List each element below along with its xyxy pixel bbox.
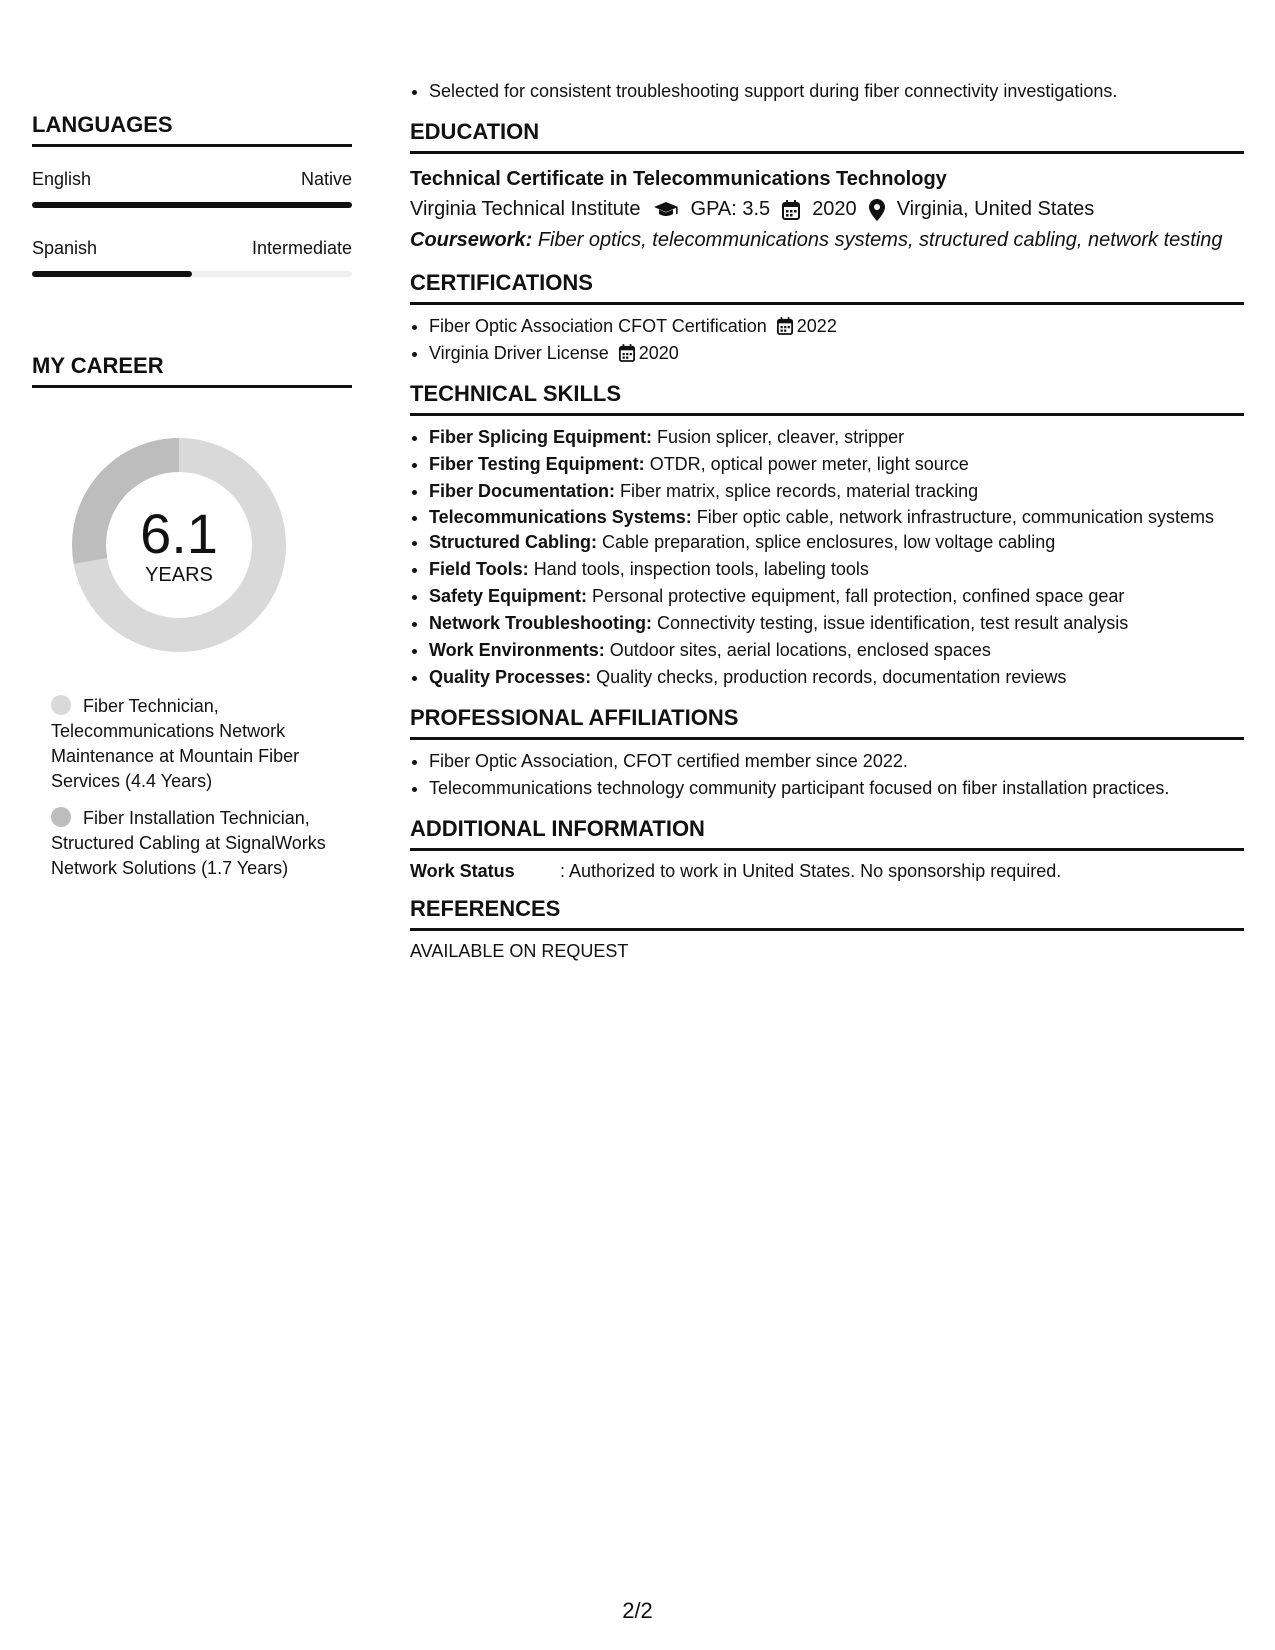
- calendar-icon: [777, 317, 793, 335]
- skill-text: Fusion splicer, cleaver, stripper: [657, 427, 905, 447]
- skill-text: Cable preparation, splice enclosures, low voltage cabling: [602, 532, 1056, 552]
- language-proficiency-fill: [32, 202, 352, 208]
- work-status-row: [410, 861, 1244, 882]
- affiliations-section: [410, 705, 1244, 802]
- skill-text: Fiber matrix, splice records, material tracking: [620, 481, 979, 501]
- skill-label: Work Environments:: [429, 640, 605, 660]
- skill-text: Connectivity testing, issue identification, test result analysis: [657, 613, 1129, 633]
- affiliations-list: [410, 748, 1244, 802]
- right-column: [410, 78, 1244, 962]
- skill-item: [429, 451, 1244, 478]
- language-proficiency-bar: [32, 271, 352, 277]
- skill-item: [429, 478, 1244, 505]
- skill-text: Hand tools, inspection tools, labeling tools: [533, 559, 869, 579]
- skill-item: [429, 637, 1244, 664]
- education-coursework: [410, 225, 1244, 256]
- certification-year: 2022: [796, 316, 837, 336]
- career-section: [32, 353, 352, 881]
- skill-text: Outdoor sites, aerial locations, enclosed spaces: [609, 640, 991, 660]
- technical-skills-list: [410, 424, 1244, 691]
- education-section: [410, 119, 1244, 256]
- language-level: Intermediate: [251, 238, 352, 258]
- language-name: English: [32, 169, 92, 189]
- career-legend: [32, 694, 352, 881]
- career-legend-item: [51, 694, 352, 794]
- career-total-unit: YEARS: [145, 564, 213, 586]
- education-title: EDUCATION: [410, 119, 1244, 154]
- skill-item: [429, 505, 1244, 529]
- career-legend-text: Fiber Technician, Telecommunications Network Maintenance at Mountain Fiber Services (4.4 Years): [51, 696, 300, 791]
- skill-text: Fiber optic cable, network infrastructure, communication systems: [696, 507, 1214, 527]
- career-title: MY CAREER: [32, 353, 352, 388]
- certifications-list: [410, 313, 1244, 367]
- affiliation-item: • Fiber Optic Association, CFOT certified member since 2022.: [429, 748, 1244, 775]
- education-school: Virginia Technical Institute: [410, 198, 641, 220]
- certifications-title: CERTIFICATIONS: [410, 270, 1244, 305]
- references-title: REFERENCES: [410, 896, 1244, 931]
- career-donut-chart: [66, 432, 292, 658]
- work-status-value: : Authorized to work in United States. No sponsorship required.: [560, 861, 1062, 881]
- skill-label: Structured Cabling:: [429, 532, 598, 552]
- education-location: Virginia, United States: [896, 198, 1095, 220]
- language-proficiency-fill: [32, 271, 192, 277]
- calendar-icon: [782, 200, 800, 220]
- coursework-label: Coursework:: [410, 229, 533, 251]
- skill-item: [429, 610, 1244, 637]
- skill-text: Quality checks, production records, documentation reviews: [596, 667, 1067, 687]
- skill-label: Fiber Splicing Equipment:: [429, 427, 653, 447]
- skill-item: [429, 424, 1244, 451]
- language-proficiency-bar: [32, 202, 352, 208]
- languages-title: LANGUAGES: [32, 112, 352, 147]
- technical-skills-title: TECHNICAL SKILLS: [410, 381, 1244, 416]
- additional-info-section: [410, 816, 1244, 882]
- education-year: 2020: [812, 198, 857, 220]
- certification-item: [429, 340, 1244, 367]
- education-gpa: GPA: 3.5: [690, 198, 771, 220]
- certification-name: Fiber Optic Association CFOT Certification: [429, 316, 767, 336]
- page-number: 2/2: [622, 1598, 653, 1623]
- affiliations-title: PROFESSIONAL AFFILIATIONS: [410, 705, 1244, 740]
- career-legend-item: [51, 806, 352, 881]
- language-name: Spanish: [32, 238, 98, 258]
- skill-item: [429, 583, 1244, 610]
- skill-text: Personal protective equipment, fall protection, confined space gear: [592, 586, 1125, 606]
- skill-text: OTDR, optical power meter, light source: [649, 454, 969, 474]
- additional-info-title: ADDITIONAL INFORMATION: [410, 816, 1244, 851]
- left-column: [32, 112, 352, 893]
- references-text: AVAILABLE ON REQUEST: [410, 941, 629, 961]
- skill-item: [429, 529, 1244, 556]
- technical-skills-section: [410, 381, 1244, 691]
- certification-year: 2020: [638, 343, 679, 363]
- career-legend-text: Fiber Installation Technician, Structured Cabling at SignalWorks Network Solutions (1.7 Years): [51, 808, 326, 878]
- calendar-icon: [619, 344, 635, 362]
- skill-item: [429, 664, 1244, 691]
- certifications-section: [410, 270, 1244, 367]
- language-item: [32, 238, 352, 277]
- coursework-text: Fiber optics, telecommunications systems, structured cabling, network testing: [537, 229, 1223, 251]
- affiliation-item: • Telecommunications technology community participant focused on fiber installation practices.: [429, 775, 1244, 802]
- skill-label: Field Tools:: [429, 559, 529, 579]
- legend-dot-icon: [51, 695, 71, 715]
- language-item: [32, 169, 352, 208]
- skill-label: Quality Processes:: [429, 667, 592, 687]
- location-pin-icon: [869, 199, 885, 221]
- work-status-label: Work Status: [410, 861, 515, 881]
- languages-section: [32, 112, 352, 277]
- skill-label: Fiber Documentation:: [429, 481, 616, 501]
- graduation-cap-icon: [653, 201, 679, 219]
- language-level: Native: [300, 169, 352, 189]
- skill-label: Telecommunications Systems:: [429, 507, 692, 527]
- certification-item: [429, 313, 1244, 340]
- skill-item: [429, 556, 1244, 583]
- references-section: [410, 896, 1244, 962]
- certification-name: Virginia Driver License: [429, 343, 609, 363]
- skill-label: Safety Equipment:: [429, 586, 588, 606]
- skill-label: Network Troubleshooting:: [429, 613, 652, 633]
- career-total-years: 6.1: [140, 502, 218, 565]
- skill-label: Fiber Testing Equipment:: [429, 454, 645, 474]
- experience-bullet: • Selected for consistent troubleshooting support during fiber connectivity investigations.: [429, 78, 1244, 105]
- experience-carryover-list: [410, 78, 1244, 105]
- education-degree: Technical Certificate in Telecommunications Technology: [410, 168, 947, 190]
- education-details: [410, 194, 1244, 225]
- legend-dot-icon: [51, 807, 71, 827]
